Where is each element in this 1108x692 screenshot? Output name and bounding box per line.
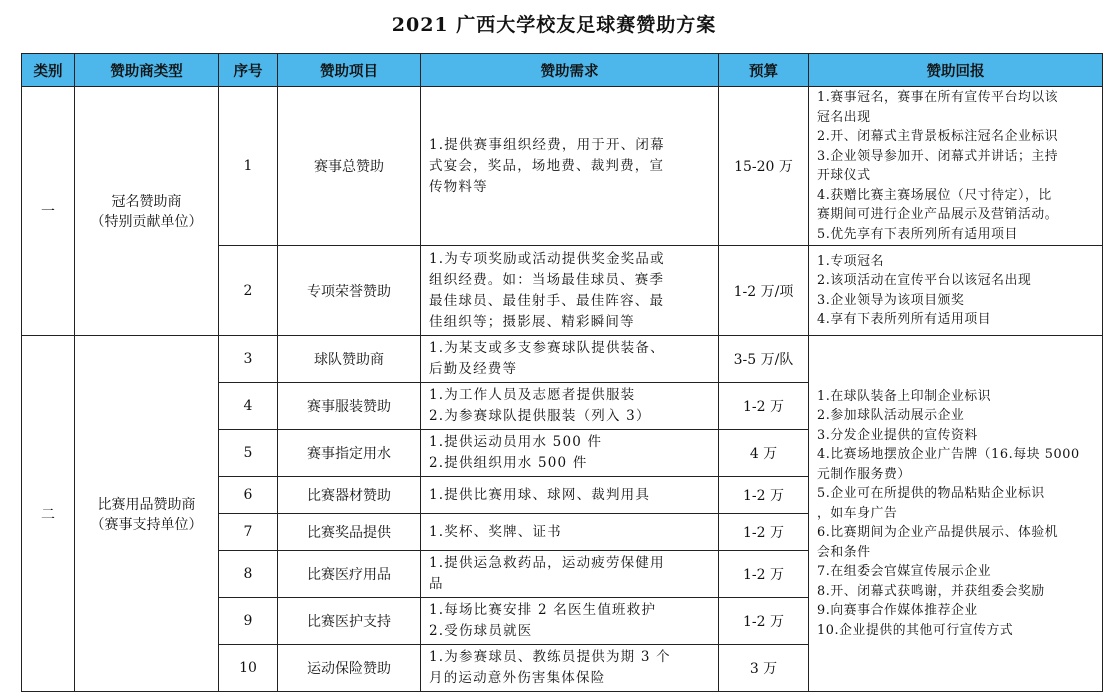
return-line: 4.获赠比赛主赛场展位（尺寸待定），比 [817, 187, 1052, 203]
sponsorship-table [21, 53, 1103, 692]
item-cell: 赛事服装赞助 [278, 383, 421, 430]
budget-cell: 4 万 [719, 430, 809, 477]
need-line: 组织经费。如：当场最佳球员、赛季 [429, 271, 665, 288]
budget-cell: 1-2 万 [719, 598, 809, 645]
category-cell: 一 [22, 87, 75, 336]
need-line: 佳组织等；摄影展、精彩瞬间等 [429, 313, 635, 330]
header-budget: 预算 [719, 54, 809, 87]
return-line: 8.开、闭幕式获鸣谢，并获组委会奖励 [817, 583, 1045, 599]
return-line: 开球仪式 [817, 168, 871, 183]
return-line: 7.在组委会官媒宣传展示企业 [817, 564, 992, 580]
need-line: 1.为参赛球员、教练员提供为期 3 个 [429, 649, 671, 665]
return-line: 2.开、闭幕式主背景板标注冠名企业标识 [817, 129, 1059, 144]
budget-cell: 1-2 万 [719, 383, 809, 430]
return-line: 10.企业提供的其他可行宣传方式 [817, 622, 1014, 638]
need-cell [421, 645, 719, 692]
need-line: 1.提供运动员用水 500 件 [429, 434, 603, 450]
item-cell: 赛事总赞助 [278, 87, 421, 246]
return-line: 会和条件 [817, 544, 871, 560]
need-cell [421, 477, 719, 514]
need-line: 后勤及经费等 [429, 361, 518, 377]
budget-cell: 1-2 万 [719, 514, 809, 551]
need-cell [421, 383, 719, 430]
category-cell: 二 [22, 336, 75, 692]
page-title: 2021 广西大学校友足球赛赞助方案 [391, 14, 717, 36]
number-cell: 3 [219, 336, 278, 383]
return-line: 9.向赛事合作媒体推荐企业 [817, 603, 978, 619]
item-cell: 比赛医疗用品 [278, 551, 421, 598]
item-cell: 运动保险赞助 [278, 645, 421, 692]
header-item: 赞助项目 [278, 54, 421, 87]
item-cell: 比赛奖品提供 [278, 514, 421, 551]
sponsor-type-name: 冠名赞助商 [111, 194, 182, 210]
return-line: 2.参加球队活动展示企业 [817, 408, 965, 424]
return-line: 赛期间可进行企业产品展示及营销活动。 [817, 207, 1059, 222]
need-line: 1.为某支或多支参赛球队提供装备、 [429, 340, 665, 356]
need-line: 1.为工作人员及志愿者提供服装 [429, 387, 636, 403]
return-line: 元制作服务费） [817, 466, 911, 482]
return-line: 1.赛事冠名，赛事在所有宣传平台均以该 [817, 90, 1059, 105]
number-cell: 9 [219, 598, 278, 645]
need-line: 2.提供组织用水 500 件 [429, 455, 588, 471]
need-line: 2.为参赛球队提供服装（列入 3） [429, 408, 651, 424]
return-line: 2.该项活动在宣传平台以该冠名出现 [817, 273, 1032, 288]
need-line: 1.提供比赛用球、球网、裁判用具 [429, 486, 651, 503]
number-cell: 4 [219, 383, 278, 430]
return-line: 5.企业可在所提供的物品粘贴企业标识 [817, 486, 1045, 502]
budget-cell: 3-5 万/队 [719, 336, 809, 383]
return-line: ，如车身广告 [817, 505, 898, 521]
need-line: 月的运动意外伤害集体保险 [429, 670, 606, 686]
header-returns: 赞助回报 [809, 54, 1103, 87]
item-cell: 比赛器材赞助 [278, 477, 421, 514]
need-cell [421, 87, 719, 246]
need-line: 式宴会，奖品，场地费、裁判费，宣 [429, 157, 665, 174]
budget-cell: 15-20 万 [719, 87, 809, 246]
need-cell [421, 514, 719, 551]
need-cell [421, 430, 719, 477]
need-line: 1.每场比赛安排 2 名医生值班救护 [429, 602, 657, 618]
item-cell: 专项荣誉赞助 [278, 246, 421, 336]
need-line: 1.提供赛事组织经费，用于开、闭幕 [429, 136, 665, 153]
need-cell [421, 246, 719, 336]
return-line: 1.在球队装备上印制企业标识 [817, 388, 992, 404]
need-line: 2.受伤球员就医 [429, 623, 533, 639]
returns-cell [809, 246, 1103, 336]
number-cell: 1 [219, 87, 278, 246]
number-cell: 10 [219, 645, 278, 692]
budget-cell: 1-2 万 [719, 551, 809, 598]
returns-cell [809, 87, 1103, 246]
budget-cell: 1-2 万/项 [719, 246, 809, 336]
sponsor-type-cell [75, 87, 219, 336]
item-cell: 比赛医护支持 [278, 598, 421, 645]
header-category: 类别 [22, 54, 75, 87]
table-row [22, 336, 1103, 383]
budget-cell: 3 万 [719, 645, 809, 692]
return-line: 3.分发企业提供的宣传资料 [817, 427, 978, 443]
table-row [22, 87, 1103, 246]
need-cell [421, 551, 719, 598]
return-line: 3.企业领导为该项目颁奖 [817, 292, 965, 308]
return-line: 4.比赛场地摆放企业广告牌（16.每块 5000 [817, 447, 1080, 463]
item-cell: 球队赞助商 [278, 336, 421, 383]
number-cell: 7 [219, 514, 278, 551]
return-line: 6.比赛期间为企业产品提供展示、体验机 [817, 525, 1059, 541]
header-need: 赞助需求 [421, 54, 719, 87]
return-line: 5.优先享有下表所列所有适用项目 [817, 226, 1018, 242]
need-cell [421, 598, 719, 645]
number-cell: 8 [219, 551, 278, 598]
sponsor-type-name: 比赛用品赞助商 [97, 496, 196, 513]
number-cell: 2 [219, 246, 278, 336]
need-line: 1.提供运急救药品，运动疲劳保健用 [429, 555, 665, 571]
need-line: 1.奖杯、奖牌、证书 [429, 523, 562, 540]
sponsor-type-note: （特别贡献单位） [90, 214, 203, 230]
need-line: 1.为专项奖励或活动提供奖金奖品或 [429, 250, 665, 267]
need-line: 传物料等 [429, 178, 488, 195]
budget-cell: 1-2 万 [719, 477, 809, 514]
need-line: 最佳球员、最佳射手、最佳阵容、最 [429, 292, 665, 309]
header-sponsor-type: 赞助商类型 [75, 54, 219, 87]
sponsor-type-cell [75, 336, 219, 692]
return-line: 3.企业领导参加开、闭幕式并讲话；主持 [817, 148, 1059, 164]
sponsor-type-note: （赛事支持单位） [90, 516, 203, 533]
return-line: 4.享有下表所列所有适用项目 [817, 312, 992, 327]
return-line: 1.专项冠名 [817, 253, 884, 269]
header-number: 序号 [219, 54, 278, 87]
item-cell: 赛事指定用水 [278, 430, 421, 477]
number-cell: 5 [219, 430, 278, 477]
number-cell: 6 [219, 477, 278, 514]
header-row [22, 54, 1103, 87]
return-line: 冠名出现 [817, 109, 871, 125]
returns-cell [809, 336, 1103, 692]
need-cell [421, 336, 719, 383]
need-line: 品 [429, 576, 444, 592]
